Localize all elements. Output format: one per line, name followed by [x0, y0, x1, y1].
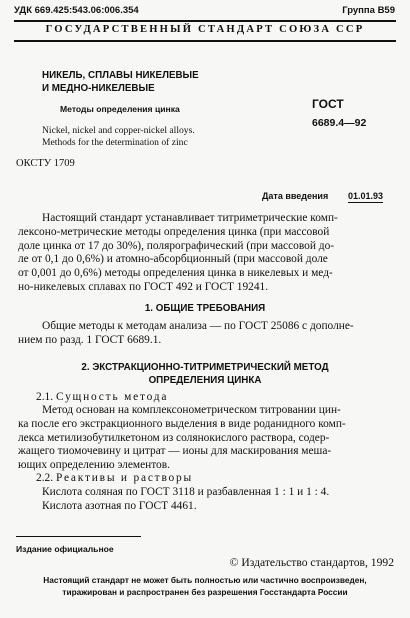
subsection-2-1-line: Метод основан на комплексонометрическом титровании цин-: [42, 404, 341, 416]
section-1-text: [18, 320, 392, 348]
title-line-1: НИКЕЛЬ, СПЛАВЫ НИКЕЛЕВЫЕ: [42, 70, 199, 81]
subsection-2-2-heading: [36, 472, 193, 484]
intro-line: но-никелевых сплавах по ГОСТ 492 и ГОСТ 19241.: [18, 280, 269, 293]
gost-number: 6689.4—92: [312, 117, 367, 129]
title-subtitle-ru: Методы определения цинка: [60, 104, 180, 114]
official-edition-label: Издание официальное: [16, 544, 114, 554]
intro-line: лексоно-метрические методы определения цинка (при массовой: [18, 225, 330, 238]
oksty-code: ОКСТУ 1709: [16, 158, 75, 169]
udk-code: УДК 669.425:543.06:006.354: [14, 5, 139, 16]
title-english-line-1: Nickel, nickel and copper-nickel alloys.: [42, 125, 195, 136]
section-2-heading-line-2: ОПРЕДЕЛЕНИЯ ЦИНКА: [148, 375, 262, 386]
intro-line: от 0,001 до 0,6%) методы определения цинка в никелевых и мед-: [18, 267, 333, 280]
effective-date-value: 01.01.93: [348, 191, 384, 201]
reproduction-notice-line-1: Настоящий стандарт не может быть полностью или частично воспроизведен,: [43, 575, 367, 585]
title-english-line-2: Methods for the determination of zinc: [42, 137, 188, 148]
intro-line: доле цинка от 17 до 30%), полярографический (при массовой до-: [18, 239, 335, 252]
intro-line: Настоящий стандарт устанавливает титриметрические комп-: [42, 212, 338, 224]
subsection-2-1-title: Сущность метода: [55, 391, 169, 403]
intro-line: ле от 0,1 до 0,6%) и атомно-абсорбционный (при массовой доле: [18, 253, 328, 266]
title-line-2: И МЕДНО-НИКЕЛЕВЫЕ: [42, 83, 155, 94]
gost-label: ГОСТ: [312, 97, 344, 111]
section-2-heading-line-1: 2. ЭКСТРАКЦИОННО-ТИТРИМЕТРИЧЕСКИЙ МЕТОД: [81, 362, 329, 373]
header-rule-bottom: [14, 40, 396, 42]
section-1-line: нием по разд. 1 ГОСТ 6689.1.: [18, 333, 162, 346]
subsection-2-1-line: лекса метилизобутилкетоном из солянокислого раствора, содер-: [18, 431, 330, 444]
state-standard-banner: ГОСУДАРСТВЕННЫЙ СТАНДАРТ СОЮЗА ССР: [45, 24, 365, 35]
copyright-notice: © Издательство стандартов, 1992: [229, 556, 394, 569]
header-rule-top: [14, 20, 396, 22]
subsection-2-1-line: ка после его экстракционного выделения в виде роданидного комп-: [18, 417, 346, 430]
section-1-heading: 1. ОБЩИЕ ТРЕБОВАНИЯ: [144, 303, 266, 314]
subsection-2-2-number: 2.2.: [36, 472, 54, 484]
reproduction-notice-line-2: тиражирован и распространен без разрешения Госстандарта России: [62, 587, 348, 597]
effective-date-label: Дата введения: [262, 191, 329, 201]
section-1-line: Общие методы к методам анализа — по ГОСТ 25086 с дополне-: [42, 320, 354, 332]
subsection-2-1-text: [18, 404, 392, 473]
footer-divider: [16, 536, 141, 537]
subsection-2-1-number: 2.1.: [36, 391, 54, 403]
subsection-2-1-line: ющих определению элементов.: [18, 459, 170, 472]
reagent-item: Кислота соляная по ГОСТ 3118 и разбавленная 1 : 1 и 1 : 4.: [42, 486, 330, 498]
group-code: Группа В59: [342, 5, 395, 16]
subsection-2-2-title: Реактивы и растворы: [55, 472, 193, 484]
reagent-item: Кислота азотная по ГОСТ 4461.: [42, 500, 197, 512]
subsection-2-1-line: жащего тиомочевину и цитрат — ионы для маскирования меша-: [18, 445, 332, 458]
subsection-2-1-heading: [36, 391, 168, 403]
intro-paragraph: [18, 212, 392, 295]
